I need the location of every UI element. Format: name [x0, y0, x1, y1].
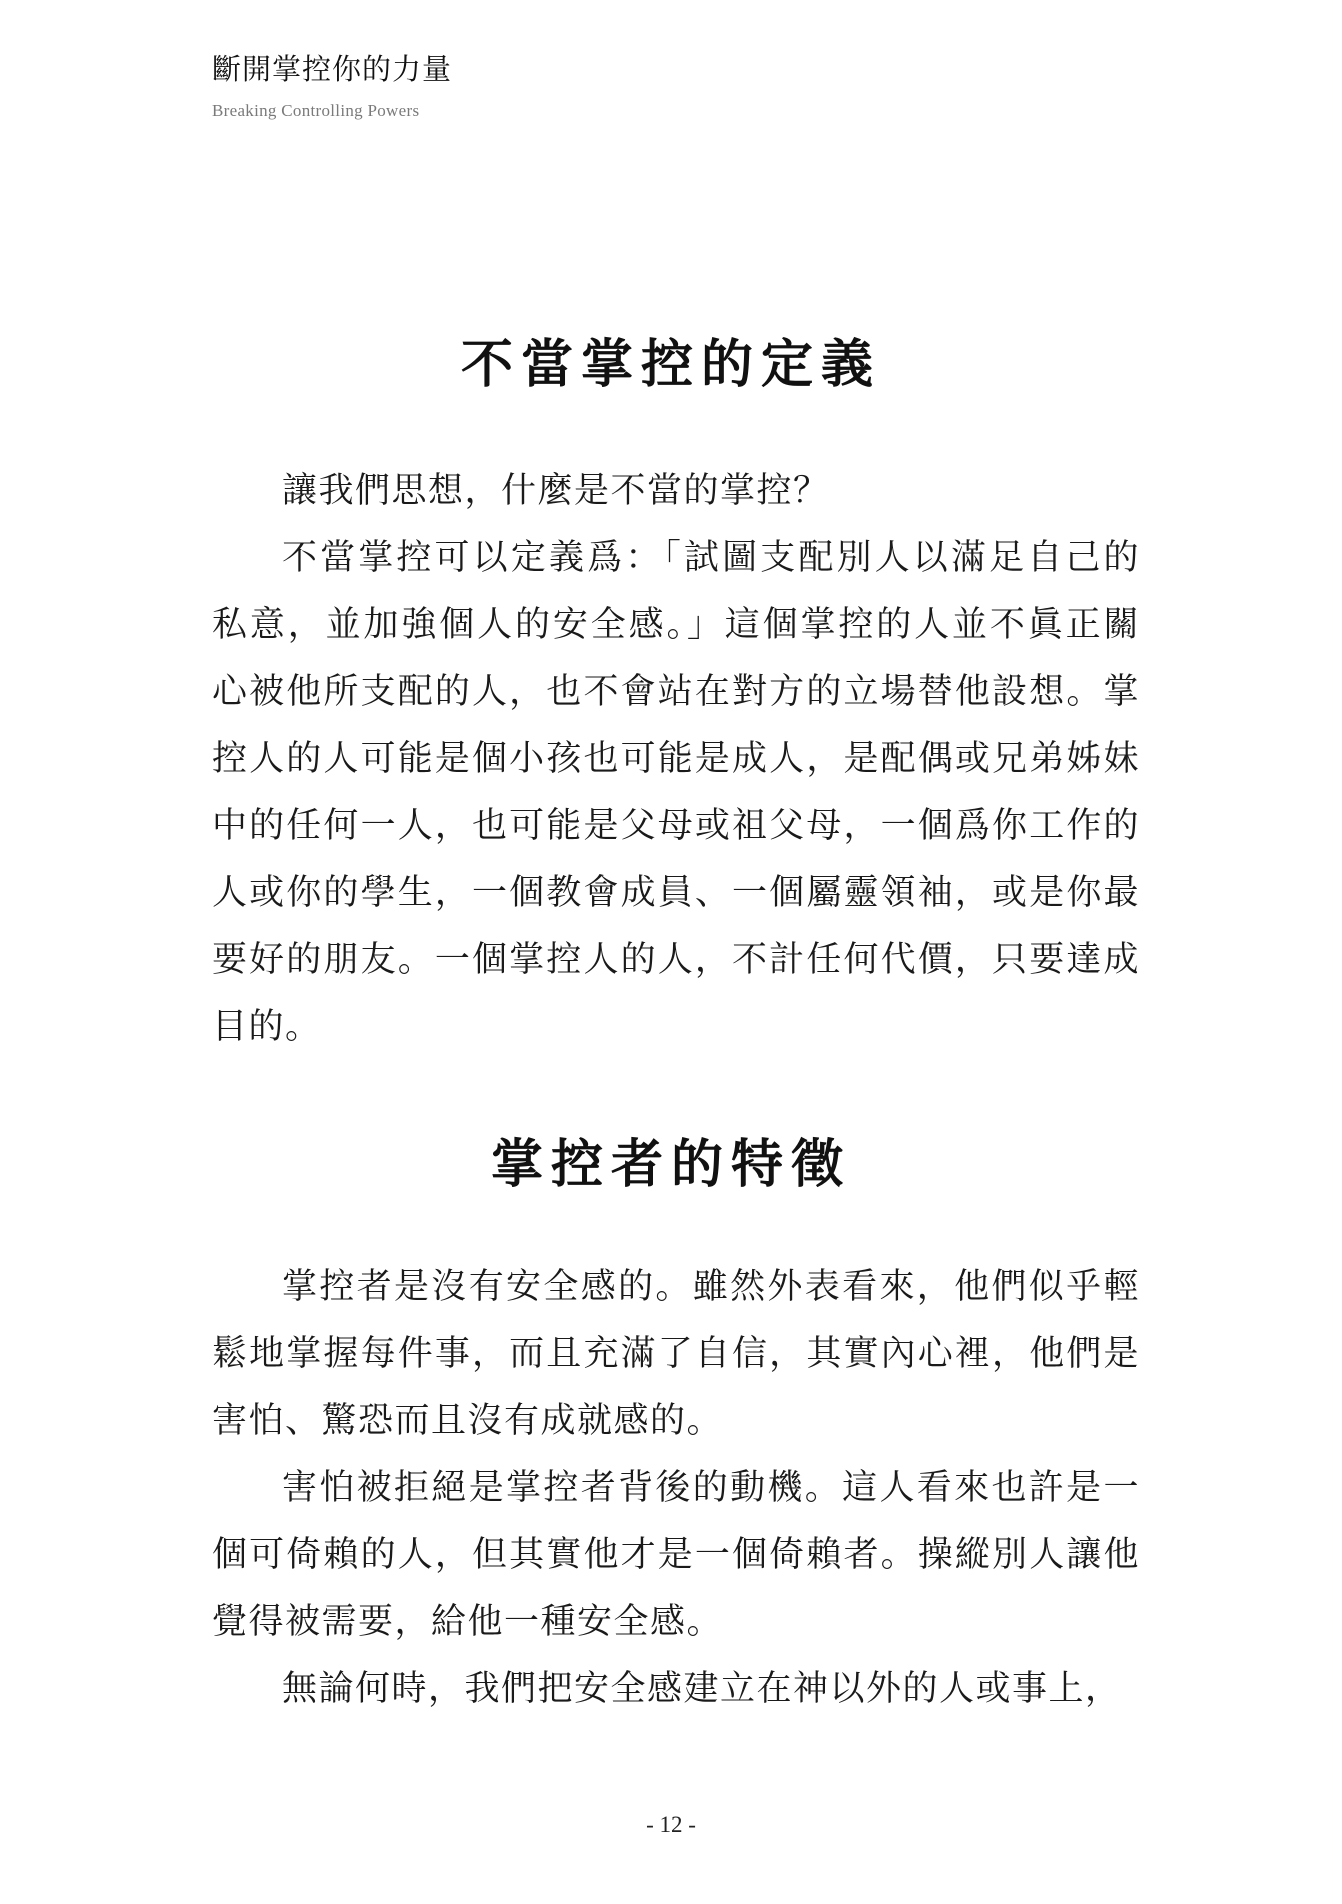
running-head [212, 52, 452, 121]
paragraph: 不當掌控可以定義爲：「試圖支配別人以滿足自己的私意，並加強個人的安全感。」這個掌控的人並不眞正關心被他所支配的人，也不會站在對方的立場替他設想。掌控人的人可能是個小孩也可能是成人，是配偶或兄弟姊妹中的任何一人，也可能是父母或祖父母，一個爲你工作的人或你的學生，一個教會成員、一個屬靈領袖，或是你最要好的朋友。一個掌控人的人，不計任何代價，只要達成目的。 [212, 538, 1140, 1047]
section-body-definition [212, 458, 1140, 1061]
section-heading-characteristics: 掌控者的特徵 [490, 1135, 851, 1195]
section-heading-definition: 不當掌控的定義 [460, 335, 881, 395]
section-body-characteristics [212, 1254, 1140, 1723]
paragraph: 無論何時，我們把安全感建立在神以外的人或事上， [282, 1669, 1122, 1709]
paragraph: 掌控者是沒有安全感的。雖然外表看來，他們似乎輕鬆地掌握每件事，而且充滿了自信，其實內心裡，他們是害怕、驚恐而且沒有成就感的。 [212, 1267, 1140, 1441]
book-title: 斷開掌控你的力量 [212, 52, 453, 86]
paragraph: 害怕被拒絕是掌控者背後的動機。這人看來也許是一個可倚賴的人，但其實他才是一個倚賴者。操縱別人讓他覺得被需要，給他一種安全感。 [212, 1468, 1140, 1642]
book-subtitle: Breaking Controlling Powers [212, 100, 420, 120]
page-number: - 12 - [646, 1812, 696, 1837]
paragraph: 讓我們思想，什麼是不當的掌控？ [282, 471, 830, 511]
